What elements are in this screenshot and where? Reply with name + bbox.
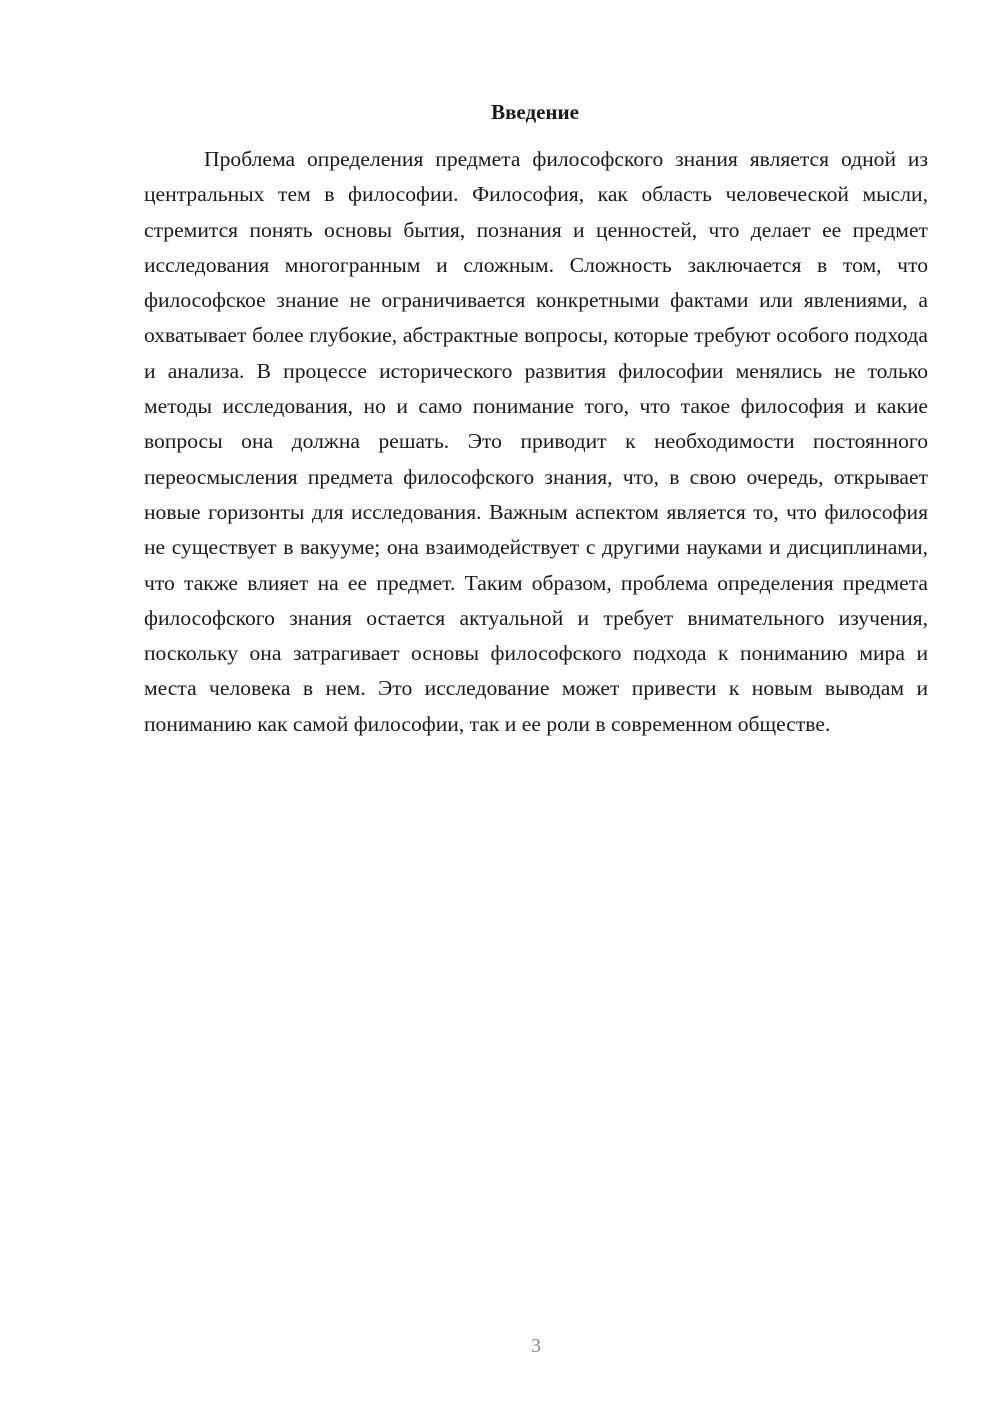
section-heading: Введение <box>491 100 579 124</box>
body-paragraph: Проблема определения предмета философского знания является одной из центральных тем в философии. Философия, как область человеческой мысли, стремится понять основы бытия, познания и ценностей, что делает ее предмет исследования многогранным и сложным. Сложность заключается в том, что философское знание не ограничивается конкретными фактами или явлениями, а охватывает более глубокие, абстрактные вопросы, которые требуют особого подхода и анализа. В процессе исторического развития философии менялись не только методы исследования, но и само понимание того, что такое философия и какие вопросы она должна решать. Это приводит к необходимости постоянного переосмысления предмета философского знания, что, в свою очередь, открывает новые горизонты для исследования. Важным аспектом является то, что философия не существует в вакууме; она взаимодействует с другими науками и дисциплинами, что также влияет на ее предмет. Таким образом, проблема определения предмета философского знания остается актуальной и требует внимательного изучения, поскольку она затрагивает основы философского подхода к пониманию мира и места человека в нем. Это исследование может привести к новым выводам и пониманию как самой философии, так и ее роли в современном обществе. <box>144 147 928 736</box>
page-number: 3 <box>531 1335 541 1357</box>
